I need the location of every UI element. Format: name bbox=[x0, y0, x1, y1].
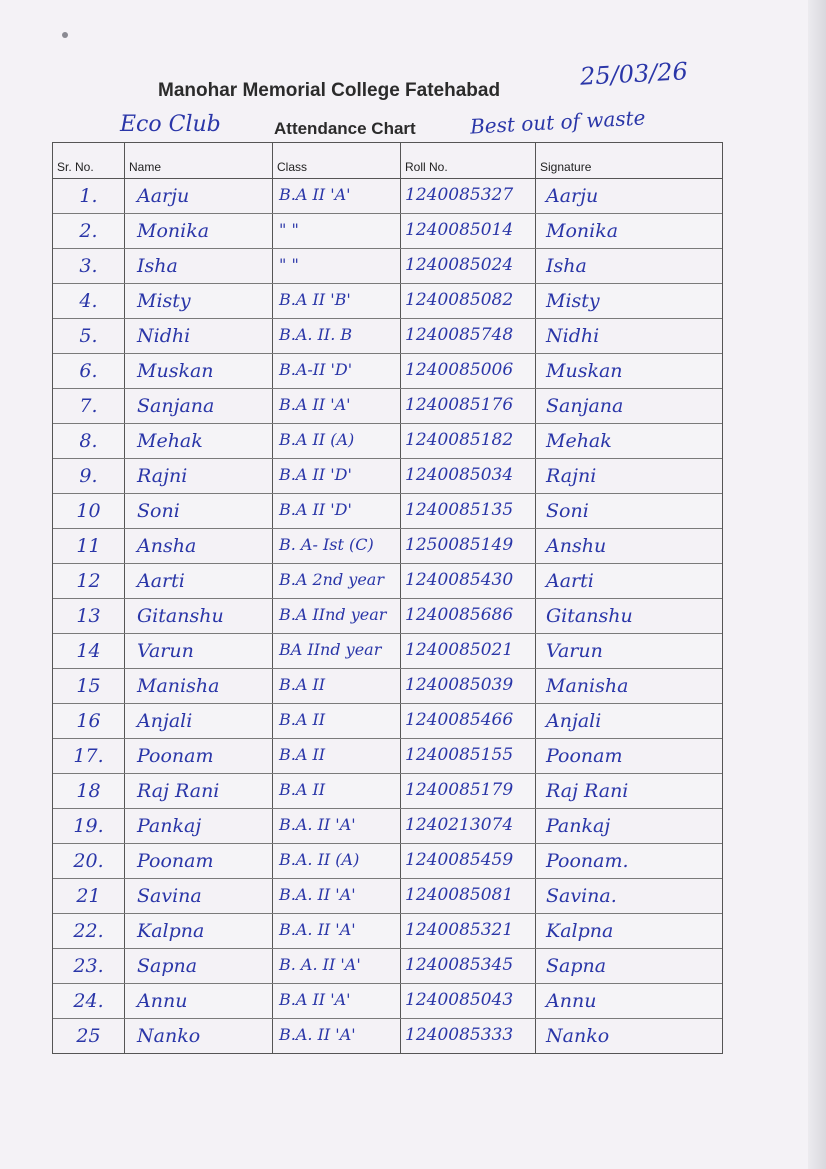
cell-roll-no: 1240085039 bbox=[401, 669, 536, 703]
cell-signature: Soni bbox=[546, 500, 589, 522]
cell-class: B.A. II 'A' bbox=[273, 809, 401, 843]
college-name: Manohar Memorial College Fatehabad bbox=[158, 80, 501, 101]
cell-sr-no: 24. bbox=[53, 984, 125, 1018]
cell-roll-no: 1240085135 bbox=[401, 494, 536, 528]
cell-signature: Muskan bbox=[546, 360, 623, 382]
cell-sr-no: 3. bbox=[53, 249, 125, 283]
cell-sr-no: 17. bbox=[53, 739, 125, 773]
cell-class: B.A II bbox=[273, 739, 401, 773]
cell-roll-no: 1240085021 bbox=[401, 634, 536, 668]
cell-name: Savina bbox=[125, 879, 273, 913]
cell-roll-no: 1250085149 bbox=[401, 529, 536, 563]
cell-name: Annu bbox=[125, 984, 273, 1018]
cell-sr-no: 12 bbox=[53, 564, 125, 598]
event-name-handwritten: Best out of waste bbox=[469, 105, 647, 139]
cell-roll-no: 1240085081 bbox=[401, 879, 536, 913]
cell-signature: Anjali bbox=[546, 710, 602, 732]
cell-sr-no: 14 bbox=[53, 634, 125, 668]
cell-roll-no: 1240085748 bbox=[401, 319, 536, 353]
cell-sr-no: 16 bbox=[53, 704, 125, 738]
table-row bbox=[53, 739, 722, 774]
cell-class: " " bbox=[273, 214, 401, 248]
cell-name: Anjali bbox=[125, 704, 273, 738]
table-row bbox=[53, 389, 722, 424]
cell-signature: Poonam. bbox=[546, 850, 629, 872]
cell-name: Manisha bbox=[125, 669, 273, 703]
cell-class: B.A-II 'D' bbox=[273, 354, 401, 388]
cell-sr-no: 19. bbox=[53, 809, 125, 843]
table-row bbox=[53, 949, 722, 984]
table-row bbox=[53, 599, 722, 634]
cell-roll-no: 1240085043 bbox=[401, 984, 536, 1018]
cell-name: Kalpna bbox=[125, 914, 273, 948]
cell-sr-no: 5. bbox=[53, 319, 125, 353]
cell-signature: Raj Rani bbox=[546, 780, 629, 802]
cell-signature: Annu bbox=[546, 990, 597, 1012]
cell-roll-no: 1240085182 bbox=[401, 424, 536, 458]
cell-roll-no: 1240213074 bbox=[401, 809, 536, 843]
cell-signature: Aarju bbox=[546, 185, 599, 207]
table-row bbox=[53, 319, 722, 354]
cell-roll-no: 1240085014 bbox=[401, 214, 536, 248]
cell-roll-no: 1240085466 bbox=[401, 704, 536, 738]
header-class: Class bbox=[273, 143, 401, 178]
cell-name: Poonam bbox=[125, 844, 273, 878]
table-row bbox=[53, 214, 722, 249]
cell-class: B.A 2nd year bbox=[273, 564, 401, 598]
table-row bbox=[53, 529, 722, 564]
cell-roll-no: 1240085459 bbox=[401, 844, 536, 878]
table-header bbox=[53, 143, 722, 179]
cell-sr-no: 25 bbox=[53, 1019, 125, 1053]
club-name-handwritten: Eco Club bbox=[120, 112, 221, 137]
cell-signature: Savina. bbox=[546, 885, 617, 907]
cell-name: Raj Rani bbox=[125, 774, 273, 808]
cell-sr-no: 21 bbox=[53, 879, 125, 913]
header-sr-no: Sr. No. bbox=[53, 143, 125, 178]
cell-roll-no: 1240085155 bbox=[401, 739, 536, 773]
cell-class: B.A IInd year bbox=[273, 599, 401, 633]
cell-name: Nidhi bbox=[125, 319, 273, 353]
cell-signature: Varun bbox=[546, 640, 603, 662]
cell-name: Aarju bbox=[125, 179, 273, 213]
table-row bbox=[53, 984, 722, 1019]
cell-name: Nanko bbox=[125, 1019, 273, 1053]
cell-signature: Kalpna bbox=[546, 920, 614, 942]
cell-sr-no: 4. bbox=[53, 284, 125, 318]
cell-name: Misty bbox=[125, 284, 273, 318]
cell-sr-no: 22. bbox=[53, 914, 125, 948]
table-row bbox=[53, 774, 722, 809]
cell-roll-no: 1240085034 bbox=[401, 459, 536, 493]
cell-sr-no: 13 bbox=[53, 599, 125, 633]
page-edge-shadow bbox=[808, 0, 826, 1169]
chart-title: Attendance Chart bbox=[274, 119, 416, 138]
cell-class: B. A- Ist (C) bbox=[273, 529, 401, 563]
cell-sr-no: 7. bbox=[53, 389, 125, 423]
cell-class: B.A. II. B bbox=[273, 319, 401, 353]
cell-class: B.A II bbox=[273, 669, 401, 703]
cell-signature: Rajni bbox=[546, 465, 597, 487]
cell-roll-no: 1240085024 bbox=[401, 249, 536, 283]
table-body bbox=[53, 179, 722, 1053]
cell-class: BA IInd year bbox=[273, 634, 401, 668]
cell-name: Poonam bbox=[125, 739, 273, 773]
cell-signature: Isha bbox=[546, 255, 587, 277]
cell-sr-no: 2. bbox=[53, 214, 125, 248]
cell-class: B.A II 'A' bbox=[273, 984, 401, 1018]
cell-roll-no: 1240085333 bbox=[401, 1019, 536, 1053]
cell-class: B. A. II 'A' bbox=[273, 949, 401, 983]
cell-class: B.A II 'A' bbox=[273, 179, 401, 213]
table-row bbox=[53, 179, 722, 214]
cell-signature: Sanjana bbox=[546, 395, 624, 417]
cell-signature: Nidhi bbox=[546, 325, 600, 347]
cell-name: Soni bbox=[125, 494, 273, 528]
cell-name: Sanjana bbox=[125, 389, 273, 423]
header-signature: Signature bbox=[540, 160, 592, 174]
cell-class: B.A. II 'A' bbox=[273, 879, 401, 913]
cell-name: Pankaj bbox=[125, 809, 273, 843]
table-row bbox=[53, 704, 722, 739]
table-row bbox=[53, 914, 722, 949]
cell-roll-no: 1240085327 bbox=[401, 179, 536, 213]
cell-class: B.A II bbox=[273, 704, 401, 738]
cell-sr-no: 20. bbox=[53, 844, 125, 878]
cell-name: Aarti bbox=[125, 564, 273, 598]
cell-name: Mehak bbox=[125, 424, 273, 458]
cell-signature: Gitanshu bbox=[546, 605, 633, 627]
cell-signature: Monika bbox=[546, 220, 619, 242]
cell-name: Gitanshu bbox=[125, 599, 273, 633]
cell-name: Ansha bbox=[125, 529, 273, 563]
cell-sr-no: 18 bbox=[53, 774, 125, 808]
table-row bbox=[53, 459, 722, 494]
cell-class: B.A II 'B' bbox=[273, 284, 401, 318]
cell-signature: Aarti bbox=[546, 570, 594, 592]
table-row bbox=[53, 669, 722, 704]
cell-class: B.A. II (A) bbox=[273, 844, 401, 878]
cell-class: B.A II 'D' bbox=[273, 459, 401, 493]
cell-name: Isha bbox=[125, 249, 273, 283]
cell-class: B.A II 'A' bbox=[273, 389, 401, 423]
table-row bbox=[53, 564, 722, 599]
cell-name: Varun bbox=[125, 634, 273, 668]
cell-sr-no: 23. bbox=[53, 949, 125, 983]
table-row bbox=[53, 354, 722, 389]
cell-roll-no: 1240085430 bbox=[401, 564, 536, 598]
cell-name: Sapna bbox=[125, 949, 273, 983]
attendance-table bbox=[52, 142, 723, 1054]
cell-roll-no: 1240085321 bbox=[401, 914, 536, 948]
cell-class: B.A II bbox=[273, 774, 401, 808]
cell-signature: Nanko bbox=[546, 1025, 610, 1047]
cell-signature: Pankaj bbox=[546, 815, 611, 837]
cell-class: B.A. II 'A' bbox=[273, 1019, 401, 1053]
cell-roll-no: 1240085345 bbox=[401, 949, 536, 983]
cell-name: Monika bbox=[125, 214, 273, 248]
cell-class: B.A II (A) bbox=[273, 424, 401, 458]
table-row bbox=[53, 879, 722, 914]
cell-sr-no: 8. bbox=[53, 424, 125, 458]
cell-class: " " bbox=[273, 249, 401, 283]
cell-sr-no: 6. bbox=[53, 354, 125, 388]
cell-signature: Anshu bbox=[546, 535, 607, 557]
table-row bbox=[53, 634, 722, 669]
cell-roll-no: 1240085686 bbox=[401, 599, 536, 633]
cell-signature: Manisha bbox=[546, 675, 629, 697]
header-name: Name bbox=[125, 143, 273, 178]
cell-class: B.A. II 'A' bbox=[273, 914, 401, 948]
cell-signature: Misty bbox=[546, 290, 600, 312]
header-roll-no: Roll No. bbox=[401, 143, 536, 178]
date-handwritten: 25/03/26 bbox=[579, 57, 689, 91]
cell-signature: Sapna bbox=[546, 955, 607, 977]
table-row bbox=[53, 809, 722, 844]
table-row bbox=[53, 1019, 722, 1053]
table-row bbox=[53, 494, 722, 529]
cell-sr-no: 15 bbox=[53, 669, 125, 703]
cell-sr-no: 11 bbox=[53, 529, 125, 563]
cell-roll-no: 1240085176 bbox=[401, 389, 536, 423]
table-row bbox=[53, 249, 722, 284]
cell-name: Muskan bbox=[125, 354, 273, 388]
cell-sr-no: 9. bbox=[53, 459, 125, 493]
cell-sr-no: 10 bbox=[53, 494, 125, 528]
cell-signature: Mehak bbox=[546, 430, 612, 452]
cell-name: Rajni bbox=[125, 459, 273, 493]
cell-roll-no: 1240085006 bbox=[401, 354, 536, 388]
cell-roll-no: 1240085082 bbox=[401, 284, 536, 318]
ink-dot bbox=[62, 32, 68, 38]
table-row bbox=[53, 284, 722, 319]
cell-signature: Poonam bbox=[546, 745, 623, 767]
cell-sr-no: 1. bbox=[53, 179, 125, 213]
cell-class: B.A II 'D' bbox=[273, 494, 401, 528]
table-row bbox=[53, 424, 722, 459]
cell-roll-no: 1240085179 bbox=[401, 774, 536, 808]
table-row bbox=[53, 844, 722, 879]
